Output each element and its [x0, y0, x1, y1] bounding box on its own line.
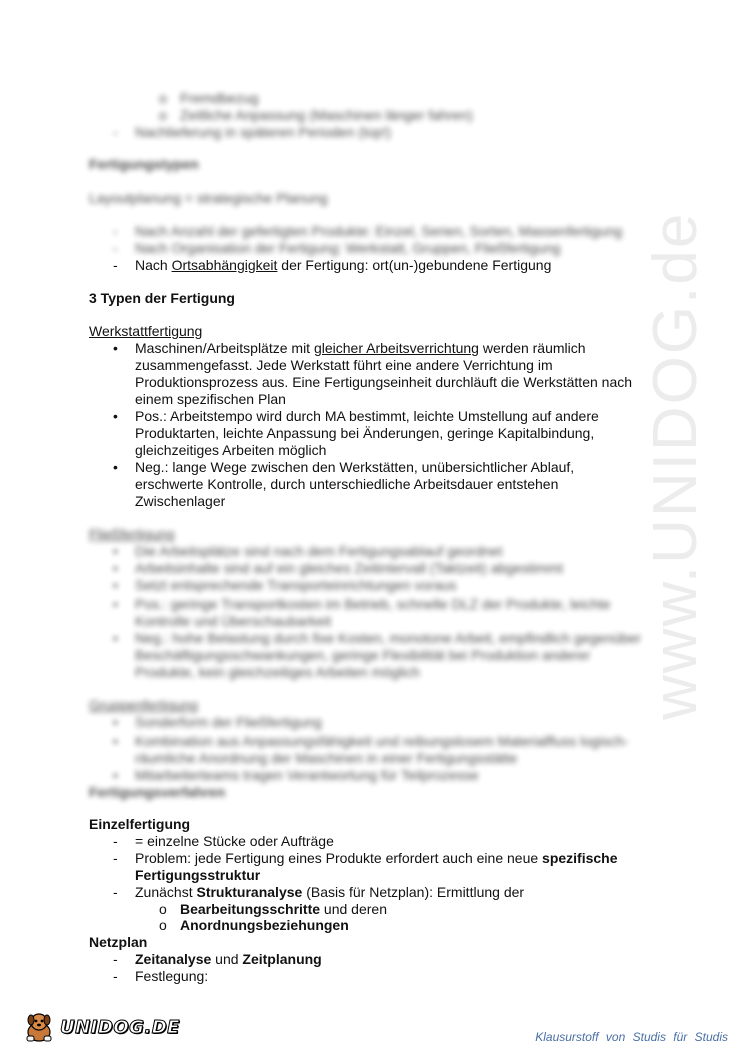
text-line: räumliche Anordnung der Maschinen in einer Fertigungsstätte: [135, 750, 518, 766]
watermark-text: www.UNIDOG.de: [641, 211, 710, 720]
text-line: [135, 257, 551, 274]
text-span: der Fertigung: ort(un-)gebundene Fertigung: [277, 257, 552, 273]
text-span: und deren: [320, 901, 387, 917]
dog-mascot-icon: [22, 1010, 56, 1044]
text-line: Sonderform der Fließfertigung: [135, 714, 322, 730]
blurred-heading: Fertigungstypen: [89, 156, 199, 172]
bullet-marker: •: [113, 543, 118, 559]
text-line: [135, 850, 618, 867]
text-line: Die Arbeitsplätze sind nach dem Fertigungsablauf geordnet: [135, 543, 503, 559]
text-line: Mitarbeiterteams tragen Verantwortung für Teilprozesse: [135, 767, 479, 783]
text-span: Nach: [135, 257, 172, 273]
dash-marker: -: [113, 951, 118, 967]
text-line: Nachlieferung in späteren Perioden (top!): [135, 124, 392, 140]
section-title: 3 Typen der Fertigung: [89, 290, 235, 306]
dash-marker: -: [113, 223, 118, 239]
text-line: [180, 901, 387, 918]
dash-marker: -: [113, 124, 118, 140]
dash-marker: -: [113, 968, 118, 984]
dash-marker: -: [113, 884, 118, 900]
bold-term: Zeitplanung: [242, 951, 322, 967]
dash-marker: -: [113, 833, 118, 849]
text-span: Problem: jede Fertigung eines Produkte erfordert auch eine neue: [135, 850, 543, 866]
subsection-title-werkstatt: Werkstattfertigung: [89, 323, 203, 339]
circle-marker: o: [159, 107, 167, 123]
text-span: Maschinen/Arbeitsplätze mit: [135, 340, 314, 356]
text-line: Neg.: lange Wege zwischen den Werkstätten, unübersichtlicher Ablauf,: [135, 459, 575, 475]
bullet-marker: •: [113, 630, 118, 646]
footer-tagline: Klausurstoff von Studis für Studis: [535, 1030, 728, 1044]
text-line: erschwerte Kontrolle, durch unterschiedliche Arbeitsdauer entstehen: [135, 476, 559, 492]
bold-term: Strukturanalyse: [196, 884, 303, 900]
text-span: Zunächst: [135, 884, 197, 900]
bullet-marker: •: [113, 596, 118, 612]
bold-term: Bearbeitungsschritte: [180, 901, 321, 917]
bullet-marker: •: [113, 767, 118, 783]
bullet-marker: •: [113, 714, 118, 730]
text-span: werden räumlich: [478, 340, 586, 356]
subsection-title-gruppen: Gruppenfertigung: [89, 697, 198, 713]
text-line: Zwischenlager: [135, 493, 226, 509]
footer-logo[interactable]: [22, 1010, 180, 1044]
text-line: gleichzeitiges Arbeiten möglich: [135, 442, 327, 458]
text-line: zusammengefasst. Jede Werkstatt führt eine andere Verrichtung im: [135, 357, 553, 373]
text-line: Pos.: Arbeitstempo wird durch MA bestimmt, leichte Umstellung auf andere: [135, 408, 599, 424]
text-span: (Basis für Netzplan): Ermittlung der: [302, 884, 525, 900]
bold-term: Fertigungsstruktur: [135, 867, 261, 883]
text-line: Beschäftigungsschwankungen, geringe Flexibilität bei Produktion anderer: [135, 647, 591, 663]
text-line: Festlegung:: [135, 968, 209, 984]
text-line: [135, 884, 524, 901]
circle-marker: o: [159, 917, 167, 933]
blurred-heading: Fertigungsverfahren: [89, 784, 226, 800]
bullet-marker: •: [113, 459, 118, 475]
bullet-marker: •: [113, 577, 118, 593]
bullet-marker: •: [113, 733, 118, 749]
bullet-marker: •: [113, 408, 118, 424]
underlined-term: gleicher Arbeitsverrichtung: [313, 340, 479, 356]
text-line: Produktarten, leichte Anpassung bei Änderungen, geringe Kapitalbindung,: [135, 425, 595, 441]
text-line: Nach Anzahl der gefertigten Produkte: Einzel, Serien, Sorten, Massenfertigung: [135, 223, 623, 239]
text-line: Arbeitsinhalte sind auf ein gleiches Zeitintervall (Taktzeit) abgestimmt: [135, 560, 563, 576]
text-line: Produkte, kein gleichzeitiges Arbeiten möglich: [135, 664, 420, 680]
text-line: = einzelne Stücke oder Aufträge: [135, 833, 334, 849]
text-line: Produktionsprozess aus. Eine Fertigungseinheit durchläuft die Werkstätten nach: [135, 374, 633, 390]
underlined-term: Ortsabhängigkeit: [171, 257, 278, 273]
bullet-marker: •: [113, 340, 118, 356]
bold-term: spezifische: [542, 850, 618, 866]
subsection-title-einzel: Einzelfertigung: [89, 816, 191, 832]
text-line: Pos.: geringe Transportkosten im Betrieb, schnelle DLZ der Produkte, leichte: [135, 596, 611, 612]
text-line: Fremdbezug: [180, 90, 259, 106]
text-line: Setzt entsprechende Transporteinrichtungen voraus: [135, 577, 457, 593]
logo-text: UNIDOG.DE: [60, 1016, 180, 1038]
dash-marker: -: [113, 240, 118, 256]
text-line: Nach Organisation der Fertigung: Werkstatt, Gruppen, Fließfertigung: [135, 240, 561, 256]
bold-term: Anordnungsbeziehungen: [180, 917, 349, 933]
dash-marker: -: [113, 257, 118, 273]
text-line: Zeitliche Anpassung (Maschinen länger fahren): [180, 107, 473, 123]
text-span: und: [211, 951, 243, 967]
text-line: [135, 951, 322, 968]
bullet-marker: •: [113, 560, 118, 576]
subsection-title-fliess: Fließfertigung: [89, 526, 175, 542]
text-line: Layoutplanung = strategische Planung: [89, 190, 328, 206]
circle-marker: o: [159, 901, 167, 917]
bold-term: Zeitanalyse: [135, 951, 212, 967]
dash-marker: -: [113, 850, 118, 866]
text-line: Neg.: hohe Belastung durch fixe Kosten, monotone Arbeit, empfindlich gegenüber: [135, 630, 641, 646]
text-line: einem spezifischen Plan: [135, 391, 286, 407]
subsection-title-netzplan: Netzplan: [89, 934, 148, 950]
text-line: [135, 340, 586, 357]
circle-marker: o: [159, 90, 167, 106]
text-line: Kombination aus Anpassungsfähigkeit und reibungslosem Materialfluss logisch-: [135, 733, 629, 749]
text-line: Kontrolle und Überschaubarkeit: [135, 613, 332, 629]
